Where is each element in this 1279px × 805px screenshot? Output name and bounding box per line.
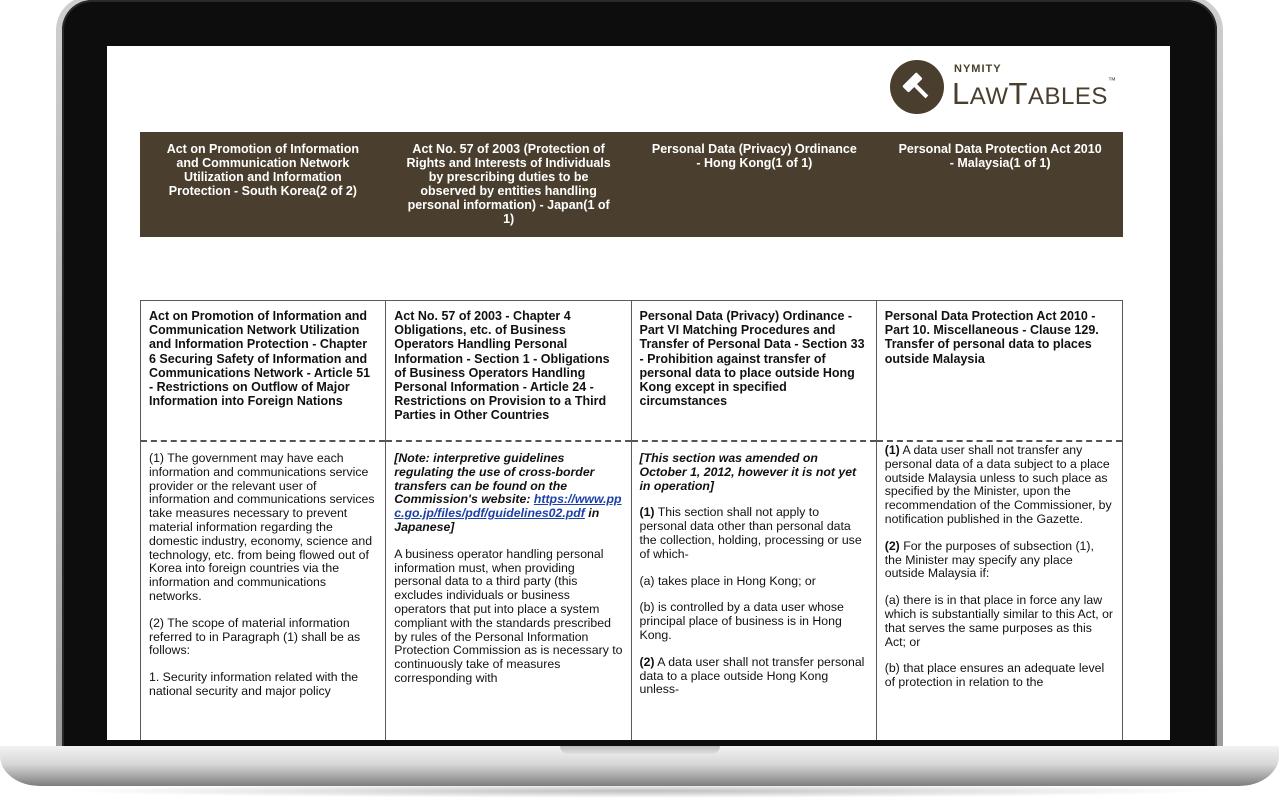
paragraph-number: (2) <box>884 538 900 553</box>
column-title: Personal Data Protection Act 2010 - Part 10. Miscellaneous - Clause 129. Transfer of personal data to places outside Malaysia <box>877 301 1122 442</box>
column-body <box>141 442 385 699</box>
gavel-icon <box>890 60 944 114</box>
paragraph: 1. Security information related with the national security and major policy <box>149 670 359 698</box>
paragraph <box>885 444 1114 527</box>
paragraph-text: A data user shall not transfer personal data to a place outside Hong Kong unless- <box>639 654 865 697</box>
paragraph: A business operator handling personal information must, when providing personal data to a third party (this excludes individuals or business operators that put into place a system compliant with the standards prescribed by rules of the Personal Information Protection Commission as is necessary to continuously take of measures corresponding with <box>394 546 623 685</box>
paragraph: (a) there is in that place in force any law which is substantially similar to this Act, or that serves the same purposes as this Act; or <box>884 593 1114 649</box>
paragraph <box>885 540 1114 581</box>
column-title: Act No. 57 of 2003 - Chapter 4 Obligations, etc. of Business Operators Handling Personal Information - Section 1 - Obligations of Business Operators Handling Personal Information - Article 24 - Restrictions on Provision to a Third Parties in Other Countries <box>386 301 630 442</box>
comparison-table <box>140 300 1123 740</box>
paragraph: (a) takes place in Hong Kong; or <box>639 573 816 588</box>
column-body <box>632 442 876 697</box>
paragraph-text: This section shall not apply to personal data other than personal data the collection, holding, processing or use of which- <box>639 505 862 561</box>
table-column-hong-kong <box>632 301 877 740</box>
paragraph-number: (2) <box>639 654 655 669</box>
note-paragraph: [This section was amended on October 1, 2012, however it is not yet in operation] <box>639 451 857 493</box>
guidelines-link[interactable]: https://www.ppc.go.jp/files/pdf/guidelines02.pdf <box>394 492 622 521</box>
paragraph-number: (1) <box>884 443 900 457</box>
header-band <box>140 132 1123 237</box>
header-column-hong-kong: Personal Data (Privacy) Ordinance - Hong Kong(1 of 1) <box>651 142 857 170</box>
table-column-korea <box>141 301 386 740</box>
laptop-shadow <box>60 784 1220 798</box>
laptop-base-notch <box>560 746 720 754</box>
paragraph-number: (1) <box>639 505 655 520</box>
table-column-malaysia <box>877 301 1122 740</box>
logo-brand: NYMITY <box>954 63 1002 75</box>
paragraph: (b) is controlled by a data user whose principal place of business is in Hong Kong. <box>639 600 844 642</box>
column-title: Act on Promotion of Information and Communication Network Utilization and Information Protection - Chapter 6 Securing Safety of Information and Communications Network - Article 51 - Restrictions on Outflow of Major Information into Foreign Nations <box>141 301 385 442</box>
header-column-korea: Act on Promotion of Information and Communication Network Utilization and Information Protection - South Korea(2 of 2) <box>166 142 360 198</box>
paragraph: (2) The scope of material information referred to in Paragraph (1) shall be as follows: <box>149 615 361 658</box>
table-column-japan <box>386 301 631 740</box>
paragraph <box>640 506 868 561</box>
logo-trademark: ™ <box>1107 76 1117 85</box>
logo-product: LAWTABLES™ <box>952 76 1117 111</box>
paragraph: (b) that place ensures an adequate level of protection in relation to the <box>884 661 1105 690</box>
header-column-japan: Act No. 57 of 2003 (Protection of Rights and Interests of Individuals by prescribing duties to be observed by entities handling personal information) - Japan(1 of 1) <box>406 142 611 226</box>
paragraph: (1) The government may have each information and communications service provider or the relevant user of information and communications services take measures necessary to prevent material information regarding the domestic industry, economy, science and technology, etc. from being flowed out of Korea into foreign countries via the information and communications networks. <box>149 451 375 603</box>
note-text-end: in Japanese] <box>394 506 600 534</box>
paragraph <box>640 656 868 697</box>
header-column-malaysia: Personal Data Protection Act 2010 - Malaysia(1 of 1) <box>898 142 1102 170</box>
laptop-screen <box>107 46 1170 740</box>
note-text: [Note: interpretive guidelines regulating the use of cross-border transfers can be found on the Commission's website: <box>394 451 595 507</box>
column-title: Personal Data (Privacy) Ordinance - Part VI Matching Procedures and Transfer of Personal Data - Section 33 - Prohibition against transfer of personal data to place outside Hong Kong except in specified circumstances <box>632 301 876 442</box>
column-body <box>877 442 1122 690</box>
paragraph-text: A data user shall not transfer any personal data of a data subject to a place outside Malaysia unless to such place as specified by the Minister, upon the recommendation of the Commissioner, by notification published in the Gazette. <box>884 443 1112 526</box>
note-paragraph <box>394 452 622 535</box>
column-body <box>386 442 630 686</box>
paragraph-text: For the purposes of subsection (1), the Minister may specify any place outside Malaysia if: <box>884 538 1094 581</box>
lawtables-logo <box>890 58 1117 118</box>
